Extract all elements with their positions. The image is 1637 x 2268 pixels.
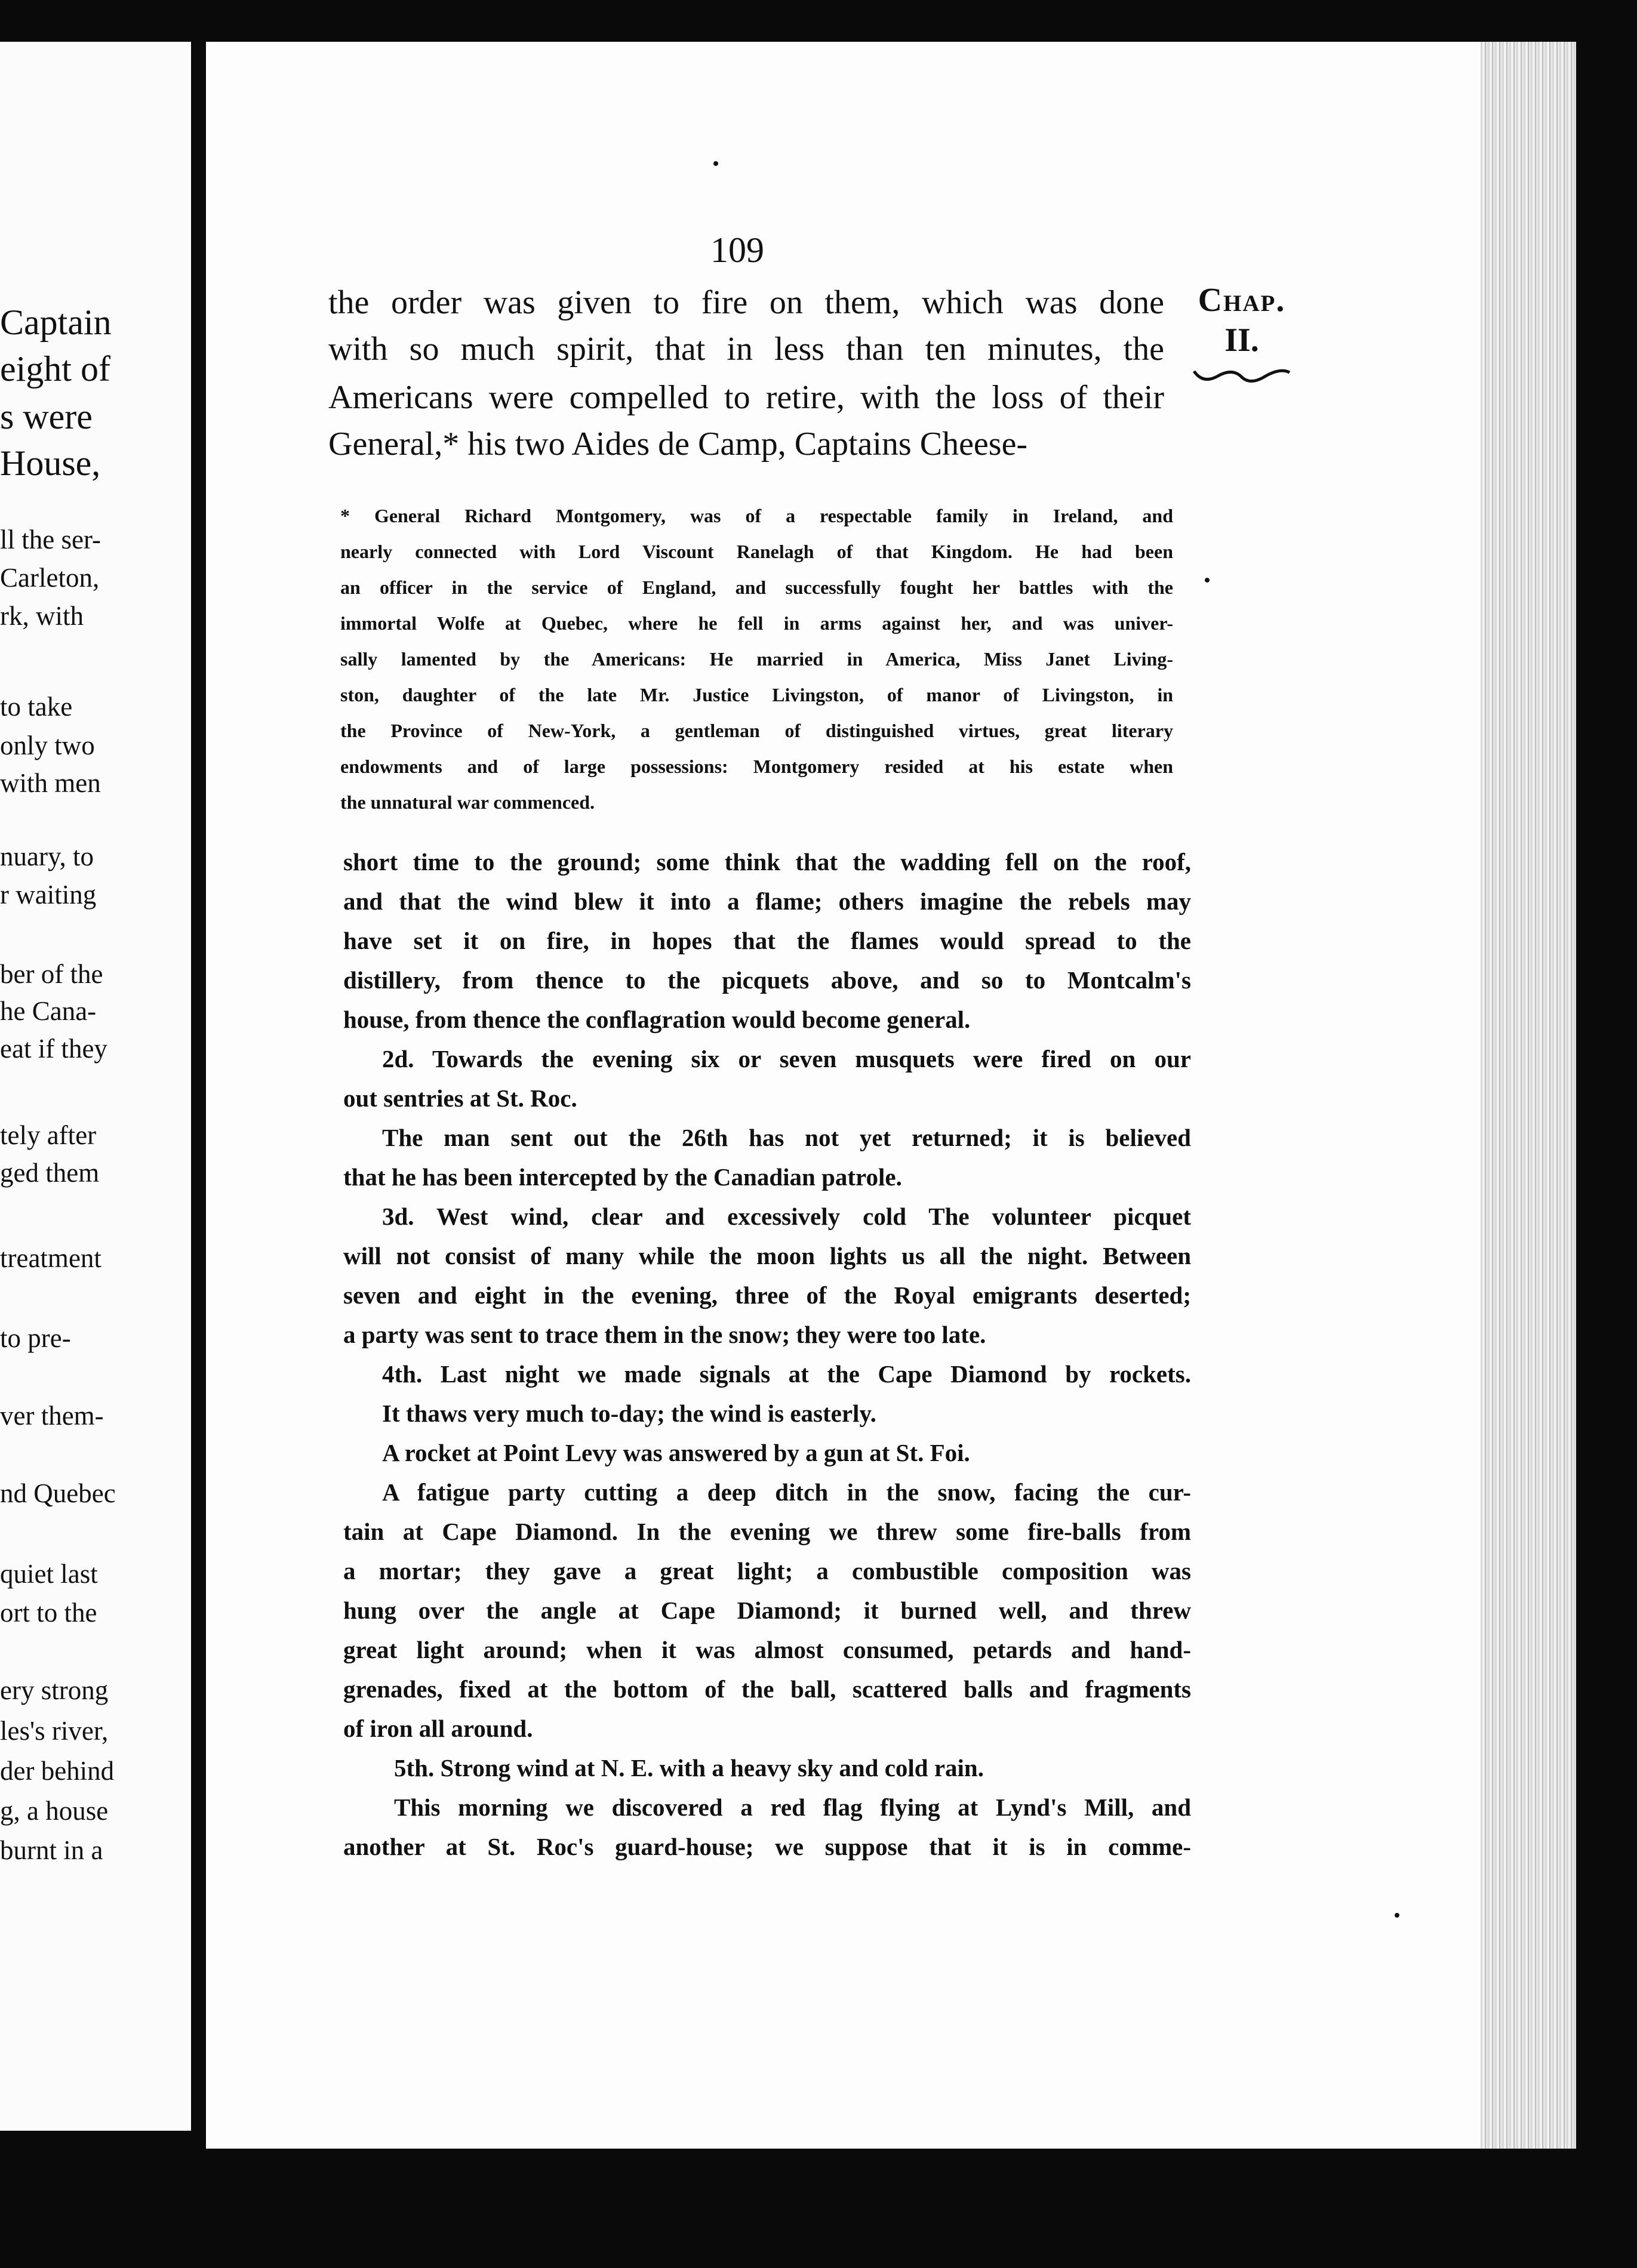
body-line: great light around; when it was almost consumed, petards and hand- xyxy=(343,1636,1191,1663)
body-line: seven and eight in the evening, three of the Royal emigrants deserted; xyxy=(343,1281,1191,1309)
body-line: A rocket at Point Levy was answered by a gun at St. Foi. xyxy=(382,1439,970,1466)
body-line: 3d. West wind, clear and excessively cold The volunteer picquet xyxy=(382,1203,1191,1230)
body-line: distillery, from thence to the picquets above, and so to Montcalm's xyxy=(343,966,1191,994)
footnote-line: * General Richard Montgomery, was of a respectable family in Ireland, and xyxy=(340,505,1173,526)
left-line: quiet last xyxy=(0,1559,98,1589)
body-line: a party was sent to trace them in the snow; they were too late. xyxy=(343,1321,986,1348)
left-line: ery strong xyxy=(0,1675,109,1705)
left-line: to pre- xyxy=(0,1323,71,1353)
body-line: will not consist of many while the moon lights us all the night. Between xyxy=(343,1242,1191,1269)
left-line: tely after xyxy=(0,1120,97,1150)
body-line: that he has been intercepted by the Canadian patrole. xyxy=(343,1163,902,1191)
footnote-line: sally lamented by the Americans: He married in America, Miss Janet Living- xyxy=(340,648,1173,670)
body-line: and that the wind blew it into a flame; others imagine the rebels may xyxy=(343,888,1191,915)
body-line: This morning we discovered a red flag flying at Lynd's Mill, and xyxy=(394,1794,1191,1821)
footnote-line: ston, daughter of the late Mr. Justice Livingston, of manor of Livingston, in xyxy=(340,684,1173,705)
left-line: only two xyxy=(0,731,95,760)
left-line: he Cana- xyxy=(0,996,97,1026)
main-text-line: General,* his two Aides de Camp, Captains Cheese- xyxy=(328,426,1028,463)
left-line: g, a house xyxy=(0,1796,109,1826)
body-line: hung over the angle at Cape Diamond; it burned well, and threw xyxy=(343,1597,1191,1624)
body-line: The man sent out the 26th has not yet returned; it is believed xyxy=(382,1124,1191,1151)
main-text-line: the order was given to fire on them, which was done xyxy=(328,284,1164,321)
body-line: It thaws very much to-day; the wind is easterly. xyxy=(382,1400,876,1427)
left-line: ver them- xyxy=(0,1401,104,1431)
left-line: rk, with xyxy=(0,601,84,631)
body-line: 2d. Towards the evening six or seven musquets were fired on our xyxy=(382,1045,1191,1073)
scan-speck xyxy=(1395,1913,1399,1918)
body-line: of iron all around. xyxy=(343,1715,533,1742)
body-line: house, from thence the conflagration would become general. xyxy=(343,1006,971,1033)
body-line: tain at Cape Diamond. In the evening we threw some fire-balls from xyxy=(343,1518,1191,1545)
body-line: grenades, fixed at the bottom of the ball, scattered balls and fragments xyxy=(343,1675,1191,1703)
left-line: Captain xyxy=(0,303,112,342)
body-line: 4th. Last night we made signals at the Cape Diamond by rockets. xyxy=(382,1360,1191,1388)
body-line: a mortar; they gave a great light; a combustible composition was xyxy=(343,1557,1191,1585)
page-number: 109 xyxy=(710,230,764,270)
left-line: burnt in a xyxy=(0,1835,103,1865)
scan-speck xyxy=(713,161,718,166)
footnote-line: immortal Wolfe at Quebec, where he fell in arms against her, and was univer- xyxy=(340,612,1173,634)
left-line: to take xyxy=(0,692,73,722)
left-line: nuary, to xyxy=(0,842,94,871)
left-line: treatment xyxy=(0,1243,101,1273)
main-text-line: Americans were compelled to retire, with the loss of their xyxy=(328,379,1164,416)
left-line: eat if they xyxy=(0,1034,107,1064)
chapter-number: II. xyxy=(1224,322,1259,359)
chapter-label: Chap. xyxy=(1198,282,1286,319)
left-line: ged them xyxy=(0,1158,100,1188)
chapter-marginal-note xyxy=(1179,281,1304,388)
left-line: eight of xyxy=(0,349,110,389)
left-line: ll the ser- xyxy=(0,525,101,554)
flourish-ornament xyxy=(1191,364,1293,388)
footnote-line: the unnatural war commenced. xyxy=(340,791,595,813)
left-line: r waiting xyxy=(0,880,97,910)
scan-speck xyxy=(1205,578,1210,583)
body-line: 5th. Strong wind at N. E. with a heavy sky and cold rain. xyxy=(394,1754,984,1782)
footnote-line: an officer in the service of England, and successfully fought her battles with the xyxy=(340,577,1173,598)
left-line: House, xyxy=(0,443,101,483)
left-line: Carleton, xyxy=(0,563,100,593)
left-line: les's river, xyxy=(0,1716,109,1746)
left-line: ber of the xyxy=(0,959,103,989)
footnote-line: nearly connected with Lord Viscount Ranelagh of that Kingdom. He had been xyxy=(340,541,1173,562)
left-page-fragment xyxy=(0,42,191,2131)
page-edges xyxy=(1481,42,1576,2149)
left-line: der behind xyxy=(0,1756,115,1786)
main-text-line: with so much spirit, that in less than ten minutes, the xyxy=(328,331,1164,368)
left-line: with men xyxy=(0,768,101,798)
footnote-line: endowments and of large possessions: Montgomery resided at his estate when xyxy=(340,756,1173,777)
body-line: short time to the ground; some think that the wadding fell on the roof, xyxy=(343,848,1191,876)
left-line: nd Quebec xyxy=(0,1478,116,1508)
left-line: ort to the xyxy=(0,1598,97,1628)
body-line: A fatigue party cutting a deep ditch in the snow, facing the cur- xyxy=(382,1478,1191,1506)
body-line: have set it on fire, in hopes that the flames would spread to the xyxy=(343,927,1191,954)
left-line: s were xyxy=(0,397,93,436)
body-line: out sentries at St. Roc. xyxy=(343,1084,577,1112)
body-line: another at St. Roc's guard-house; we suppose that it is in comme- xyxy=(343,1833,1191,1860)
footnote-line: the Province of New-York, a gentleman of distinguished virtues, great literary xyxy=(340,720,1173,741)
